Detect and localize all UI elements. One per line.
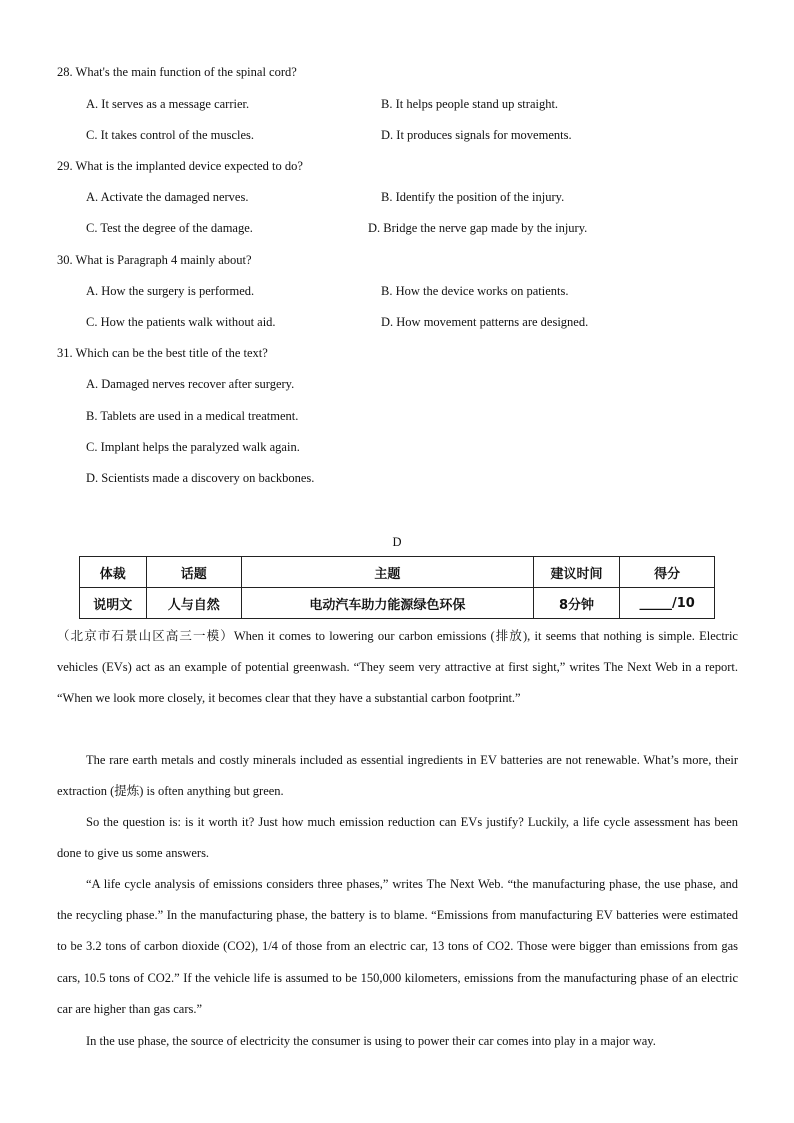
question-29-option-b: B. Identify the position of the injury. [381, 190, 565, 204]
passage-paragraph-1 [57, 620, 738, 715]
question-29-stem: 29. What is the implanted device expected to do? [57, 159, 303, 173]
passage-paragraph-4: “A life cycle analysis of emissions considers three phases,” writes The Next Web. “the manufacturing phase, the use phase, and the recycling phase.” In the manufacturing phase, the battery is to blame. “Emissions from manufacturing EV batteries were estimated to be 3.2 tons of carbon dioxide (CO2), 1/4 of those from an electric car, 13 tons of CO2. Those were bigger than emissions from gas cars, 10.5 tons of CO2.” If the vehicle life is assumed to be 150,000 kilometers, emissions from the manufacturing phase of an electric car are higher than gas cars.” [57, 877, 738, 1016]
question-31-option-d: D. Scientists made a discovery on backbones. [86, 471, 315, 485]
question-30-option-d: D. How movement patterns are designed. [381, 315, 589, 329]
table-cell-time: 8分钟 [533, 588, 619, 619]
question-28-option-b: B. It helps people stand up straight. [381, 97, 559, 111]
question-28-option-c: C. It takes control of the muscles. [86, 128, 255, 142]
question-31-stem: 31. Which can be the best title of the text? [57, 346, 268, 360]
table-header-row [80, 557, 715, 588]
passage-paragraph-5: In the use phase, the source of electricity the consumer is using to power their car comes into play in a major way. [86, 1034, 656, 1048]
table-header-cell: 建议时间 [533, 557, 619, 588]
table-header-cell: 话题 [146, 557, 241, 588]
passage-paragraph-3: So the question is: is it worth it? Just how much emission reduction can EVs justify? Luckily, a life cycle assessment has been done to give us some answers. [57, 815, 738, 861]
question-28-stem: 28. What's the main function of the spinal cord? [57, 65, 297, 79]
question-31-option-a: A. Damaged nerves recover after surgery. [86, 377, 295, 391]
question-29-option-c: C. Test the degree of the damage. [86, 221, 253, 235]
question-28-option-d: D. It produces signals for movements. [381, 128, 572, 142]
question-28-option-a: A. It serves as a message carrier. [86, 97, 250, 111]
question-31-option-c: C. Implant helps the paralyzed walk again. [86, 440, 300, 454]
section-label: D [392, 535, 402, 549]
passage-source: （北京市石景山区高三一模） [57, 628, 234, 643]
question-29-option-a: A. Activate the damaged nerves. [86, 190, 249, 204]
question-30-stem: 30. What is Paragraph 4 mainly about? [57, 253, 252, 267]
question-29-option-d: D. Bridge the nerve gap made by the injury. [368, 221, 588, 235]
table-cell-theme: 电动汽车助力能源绿色环保 [241, 588, 533, 619]
question-31-option-b: B. Tablets are used in a medical treatment. [86, 409, 299, 423]
question-30-option-b: B. How the device works on patients. [381, 284, 569, 298]
table-row [80, 588, 715, 619]
passage-info-table [79, 556, 715, 619]
question-30-option-a: A. How the surgery is performed. [86, 284, 255, 298]
question-30-option-c: C. How the patients walk without aid. [86, 315, 276, 329]
table-cell-topic: 人与自然 [146, 588, 241, 619]
table-header-cell: 主题 [241, 557, 533, 588]
passage-paragraph-2: The rare earth metals and costly minerals included as essential ingredients in EV batteries are not renewable. What’s more, their extraction (提炼) is often anything but green. [57, 753, 738, 799]
paragraph-1-text: When it comes to lowering our carbon emissions (排放), it seems that nothing is simple. Electric vehicles (EVs) act as an example of potential greenwash. “They seem very attractive at first sight,” writes The Next Web in a report. “When we look more closely, it becomes clear that they have a substantial carbon footprint.” [57, 629, 738, 706]
table-cell-score: _____/10 [620, 588, 715, 619]
table-header-cell: 得分 [620, 557, 715, 588]
table-cell-genre: 说明文 [80, 588, 147, 619]
table-header-cell: 体裁 [80, 557, 147, 588]
